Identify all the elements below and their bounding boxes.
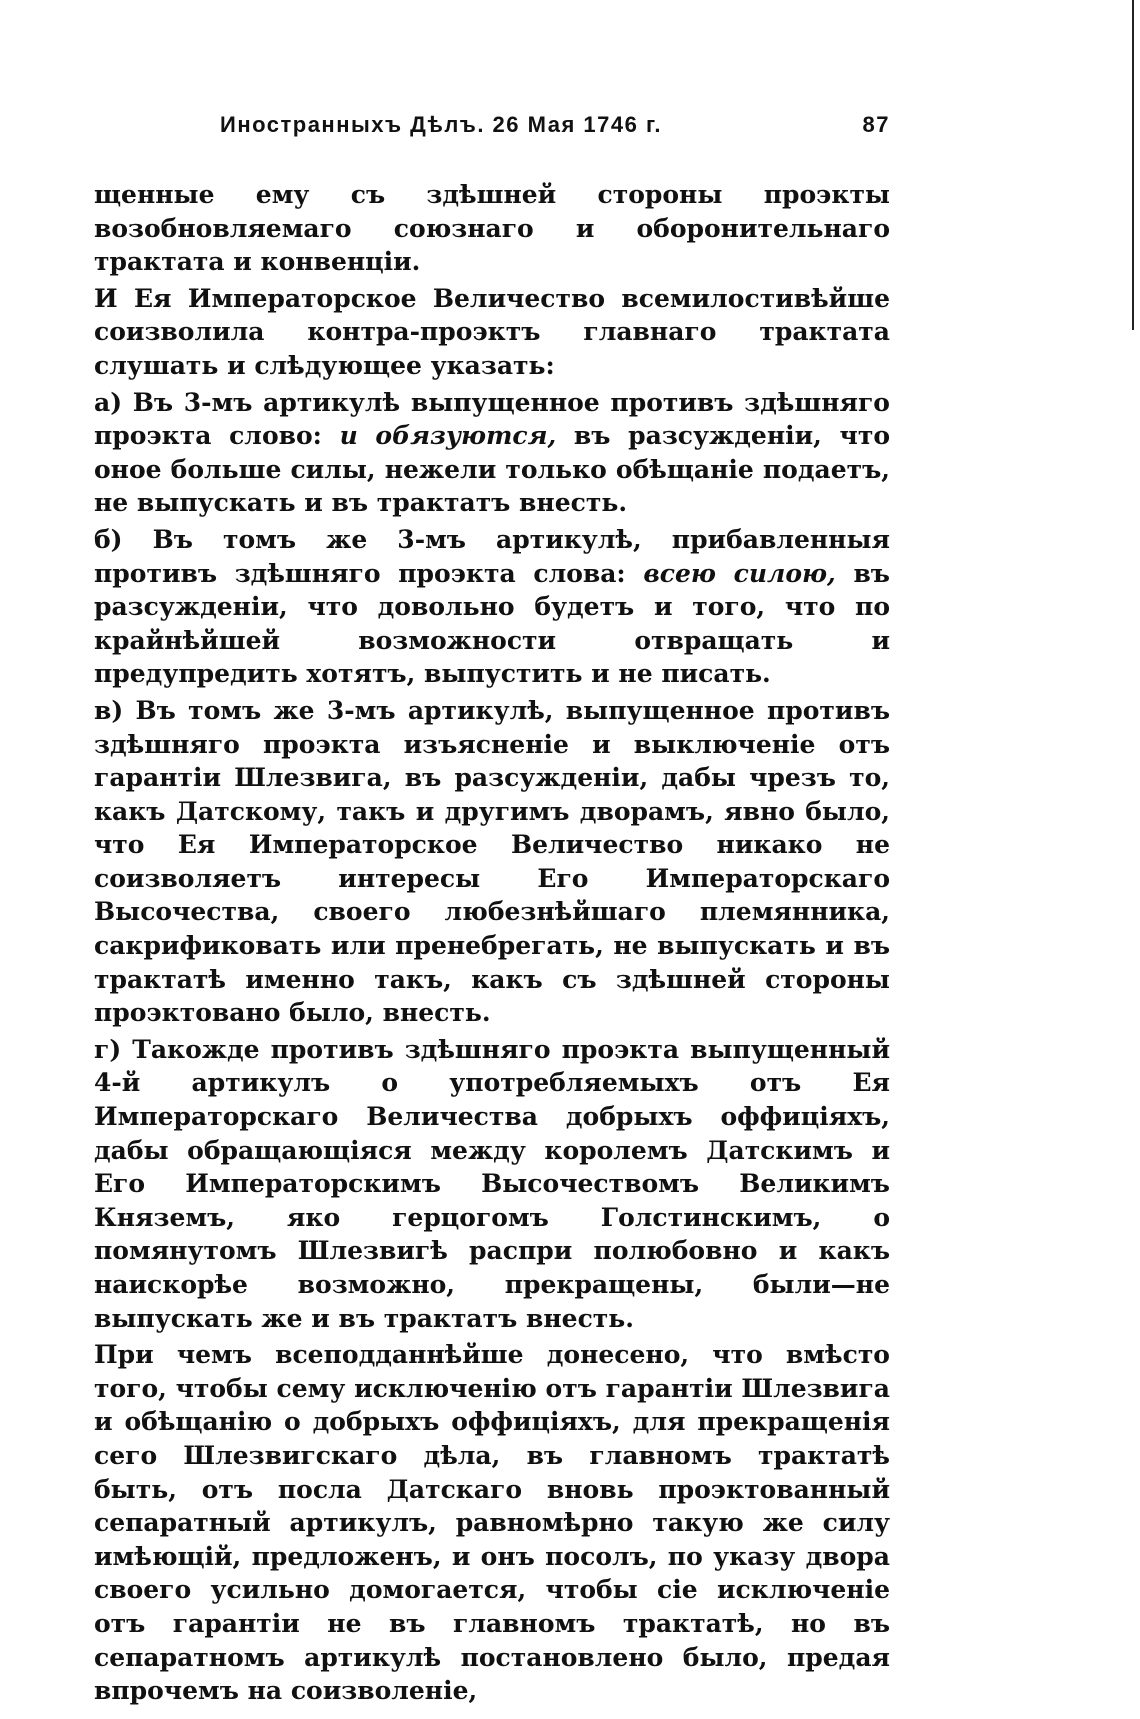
- running-title: Иностранныхъ Дѣлъ. 26 Мая 1746 г.: [220, 112, 663, 137]
- item-a-text-start: а) Въ 3-мъ артикулѣ выпущенное противъ здѣшняго проэкта слово:: [94, 387, 890, 451]
- item-b-text-end: въ разсужденіи, что довольно будетъ и того, что по крайнѣйшей возможности отвращать и предупредить хотятъ, выпустить и не писать.: [94, 558, 890, 689]
- item-b-text-start: б) Въ томъ же 3-мъ артикулѣ, прибавленныя противъ здѣшняго проэкта слова:: [94, 524, 890, 588]
- item-a-text-end: въ разсужденіи, что оное больше силы, нежели только обѣщаніе подаетъ, не выпускать и въ трактатъ внесть.: [94, 421, 890, 518]
- item-b-emphasis: всею силою,: [643, 558, 836, 588]
- paragraph-item-a: [94, 386, 890, 520]
- paragraph-item-v: в) Въ томъ же 3-мъ артикулѣ, выпущенное противъ здѣшняго проэкта изъясненіе и выключеніе отъ гарантіи Шлезвига, въ разсужденіи, дабы чрезъ то, какъ Датскому, такъ и другимъ дворамъ, явно было, что Ея Императорское Величество никако не соизволяетъ интересы Его Императорскаго Высочества, своего любезнѣйшаго племянника, сакрификовать или пренебрегать, не выпускать и въ трактатѣ именно такъ, какъ съ здѣшней стороны проэктовано было, внесть.: [94, 695, 890, 1028]
- paragraph-continuation: щенные ему съ здѣшней стороны проэкты возобновляемаго союзнаго и оборонительнаго трактата и конвенціи.: [94, 180, 890, 277]
- body-text: [94, 178, 890, 1711]
- paragraph-item-g: г) Такожде противъ здѣшняго проэкта выпущенный 4-й артикулъ о употребляемыхъ отъ Ея Императорскаго Величества добрыхъ оффиціяхъ, дабы обращающіяся между королемъ Датскимъ и Его Императорскимъ Высочествомъ Великимъ Княземъ, яко герцогомъ Голстинскимъ, о помянутомъ Шлезвигѣ распри полюбовно и какъ наискорѣе возможно, прекращены, были—не выпускать же и въ трактатъ внесть.: [94, 1034, 890, 1333]
- paragraph-report: При чемъ всеподданнѣйше донесено, что вмѣсто того, чтобы сему исключенію отъ гарантіи Шлезвига и обѣщанію о добрыхъ оффиціяхъ, для прекращенія сего Шлезвигскаго дѣла, въ главномъ трактатѣ быть, отъ посла Датскаго вновь проэктованный сепаратный артикулъ, равномѣрно такую же силу имѣющій, предложенъ, и онъ посолъ, по указу двора своего усильно домогается, чтобы сіе исключеніе отъ гарантіи не въ главномъ трактатѣ, но въ сепаратномъ артикулѣ постановлено было, предая впрочемъ на соизволеніе,: [94, 1340, 890, 1706]
- paragraph-item-b: [94, 523, 890, 691]
- page-edge-line: [1132, 0, 1134, 330]
- page-number: 87: [862, 112, 890, 137]
- item-a-emphasis: и обязуются,: [339, 421, 557, 451]
- paragraph-decree: И Ея Императорское Величество всемилостивѣйше соизволила контра-проэктъ главнаго трактата слушать и слѣдующее указать:: [94, 283, 890, 380]
- page-header: [220, 112, 890, 152]
